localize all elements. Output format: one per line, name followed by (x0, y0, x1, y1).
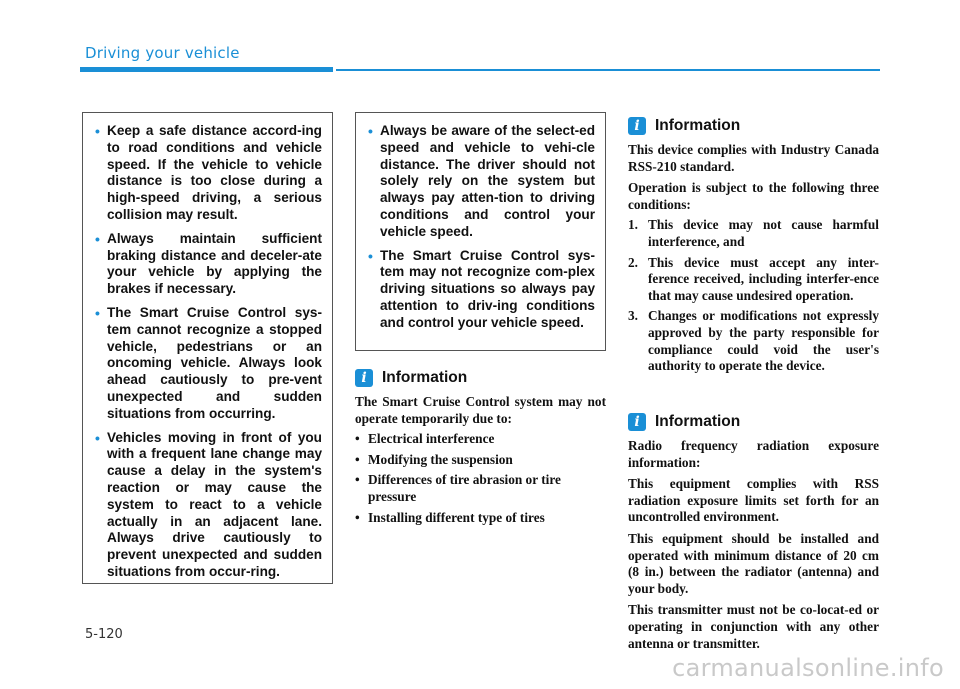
info-header (355, 367, 606, 389)
bullet-icon: • (368, 123, 373, 139)
warning-item: • Vehicles moving in front of you with a frequent lane change may cause a delay in the system's reaction or may cause the system to react to a vehicle actually in an adjacent lane. Always drive cautiously to prevent unexpected and sudden situations from occur-ring. (95, 429, 322, 579)
warning-box-left (82, 112, 333, 584)
info-title: Information (655, 413, 741, 430)
bullet-icon: • (355, 509, 360, 525)
warning-box-middle (355, 112, 606, 351)
paragraph: This transmitter must not be co-locat-ed or operating in conjunction with any other antenna or transmitter. (628, 602, 879, 651)
info-icon: i (628, 117, 646, 135)
bullet-icon: • (95, 429, 100, 446)
bullet-icon: • (355, 431, 360, 447)
info-body (628, 438, 879, 652)
info-header (628, 411, 879, 433)
paragraph: Radio frequency radiation exposure information: (628, 438, 879, 470)
paragraph: This equipment should be installed and operated with minimum distance of 20 cm (8 in.) between the radiator (antenna) and your body. (628, 530, 879, 596)
info-section-rf-exposure (628, 411, 879, 652)
info-title: Information (655, 117, 741, 134)
info-body (628, 142, 879, 375)
numbered-item: 2. This device must accept any inter-ference received, including interfer-ence that may cause undesired operation. (628, 254, 879, 303)
warning-item: • Always maintain sufficient braking distance and deceler-ate your vehicle by applying the brakes if necessary. (95, 230, 322, 297)
bullet-icon: • (95, 123, 100, 139)
paragraph: This device complies with Industry Canada RSS-210 standard. (628, 142, 879, 174)
info-icon: i (355, 369, 373, 387)
info-body (355, 394, 606, 526)
warning-item: • Always be aware of the select-ed speed and vehicle to vehi-cle distance. The driver should not solely rely on the system but always pay atten-tion to driving conditions and control your vehicle speed. (368, 123, 595, 239)
info-intro: The Smart Cruise Control system may not operate temporarily due to: (355, 394, 606, 426)
warning-item: • The Smart Cruise Control sys-tem may not recognize com-plex driving situations so always pay attention to driv-ing conditions and control your vehicle speed. (368, 247, 595, 330)
list-item: • Installing different type of tires (355, 509, 545, 525)
warning-item: • The Smart Cruise Control sys-tem cannot recognize a stopped vehicle, pedestrians or an oncoming vehicle. Always look ahead cautiously to pre-vent unexpected and sudden situations from occurring. (95, 304, 322, 421)
numbered-item: 1. This device may not cause harmful interference, and (628, 217, 879, 249)
header-rule-thick (80, 67, 333, 72)
warning-item: • Keep a safe distance accord-ing to road conditions and vehicle speed. If the vehicle to vehicle distance is too close during a high-speed driving, a serious collision may result. (95, 123, 322, 222)
bullet-icon: • (95, 230, 100, 247)
numbered-item: 3. Changes or modifications not expressly approved by the party responsible for compliance could void the user's authority to operate the device. (628, 308, 879, 374)
info-title: Information (382, 369, 468, 386)
watermark: carmanualsonline.info (672, 654, 944, 682)
info-header (628, 115, 879, 137)
bullet-icon: • (368, 247, 373, 264)
info-section-industry-canada (628, 115, 879, 375)
list-item: • Modifying the suspension (355, 451, 513, 467)
header-rule-thin (336, 69, 880, 71)
list-item: • Differences of tire abrasion or tire pressure (355, 472, 561, 504)
bullet-icon: • (95, 304, 100, 321)
page-number: 5-120 (85, 627, 123, 642)
info-icon: i (628, 413, 646, 431)
info-section-smart-cruise (355, 367, 606, 526)
bullet-icon: • (355, 472, 360, 488)
paragraph: This equipment complies with RSS radiation exposure limits set forth for an uncontrolled environment. (628, 476, 879, 525)
bullet-icon: • (355, 451, 360, 467)
section-title: Driving your vehicle (85, 44, 240, 62)
paragraph: Operation is subject to the following three conditions: (628, 180, 879, 212)
list-item: • Electrical interference (355, 431, 495, 447)
